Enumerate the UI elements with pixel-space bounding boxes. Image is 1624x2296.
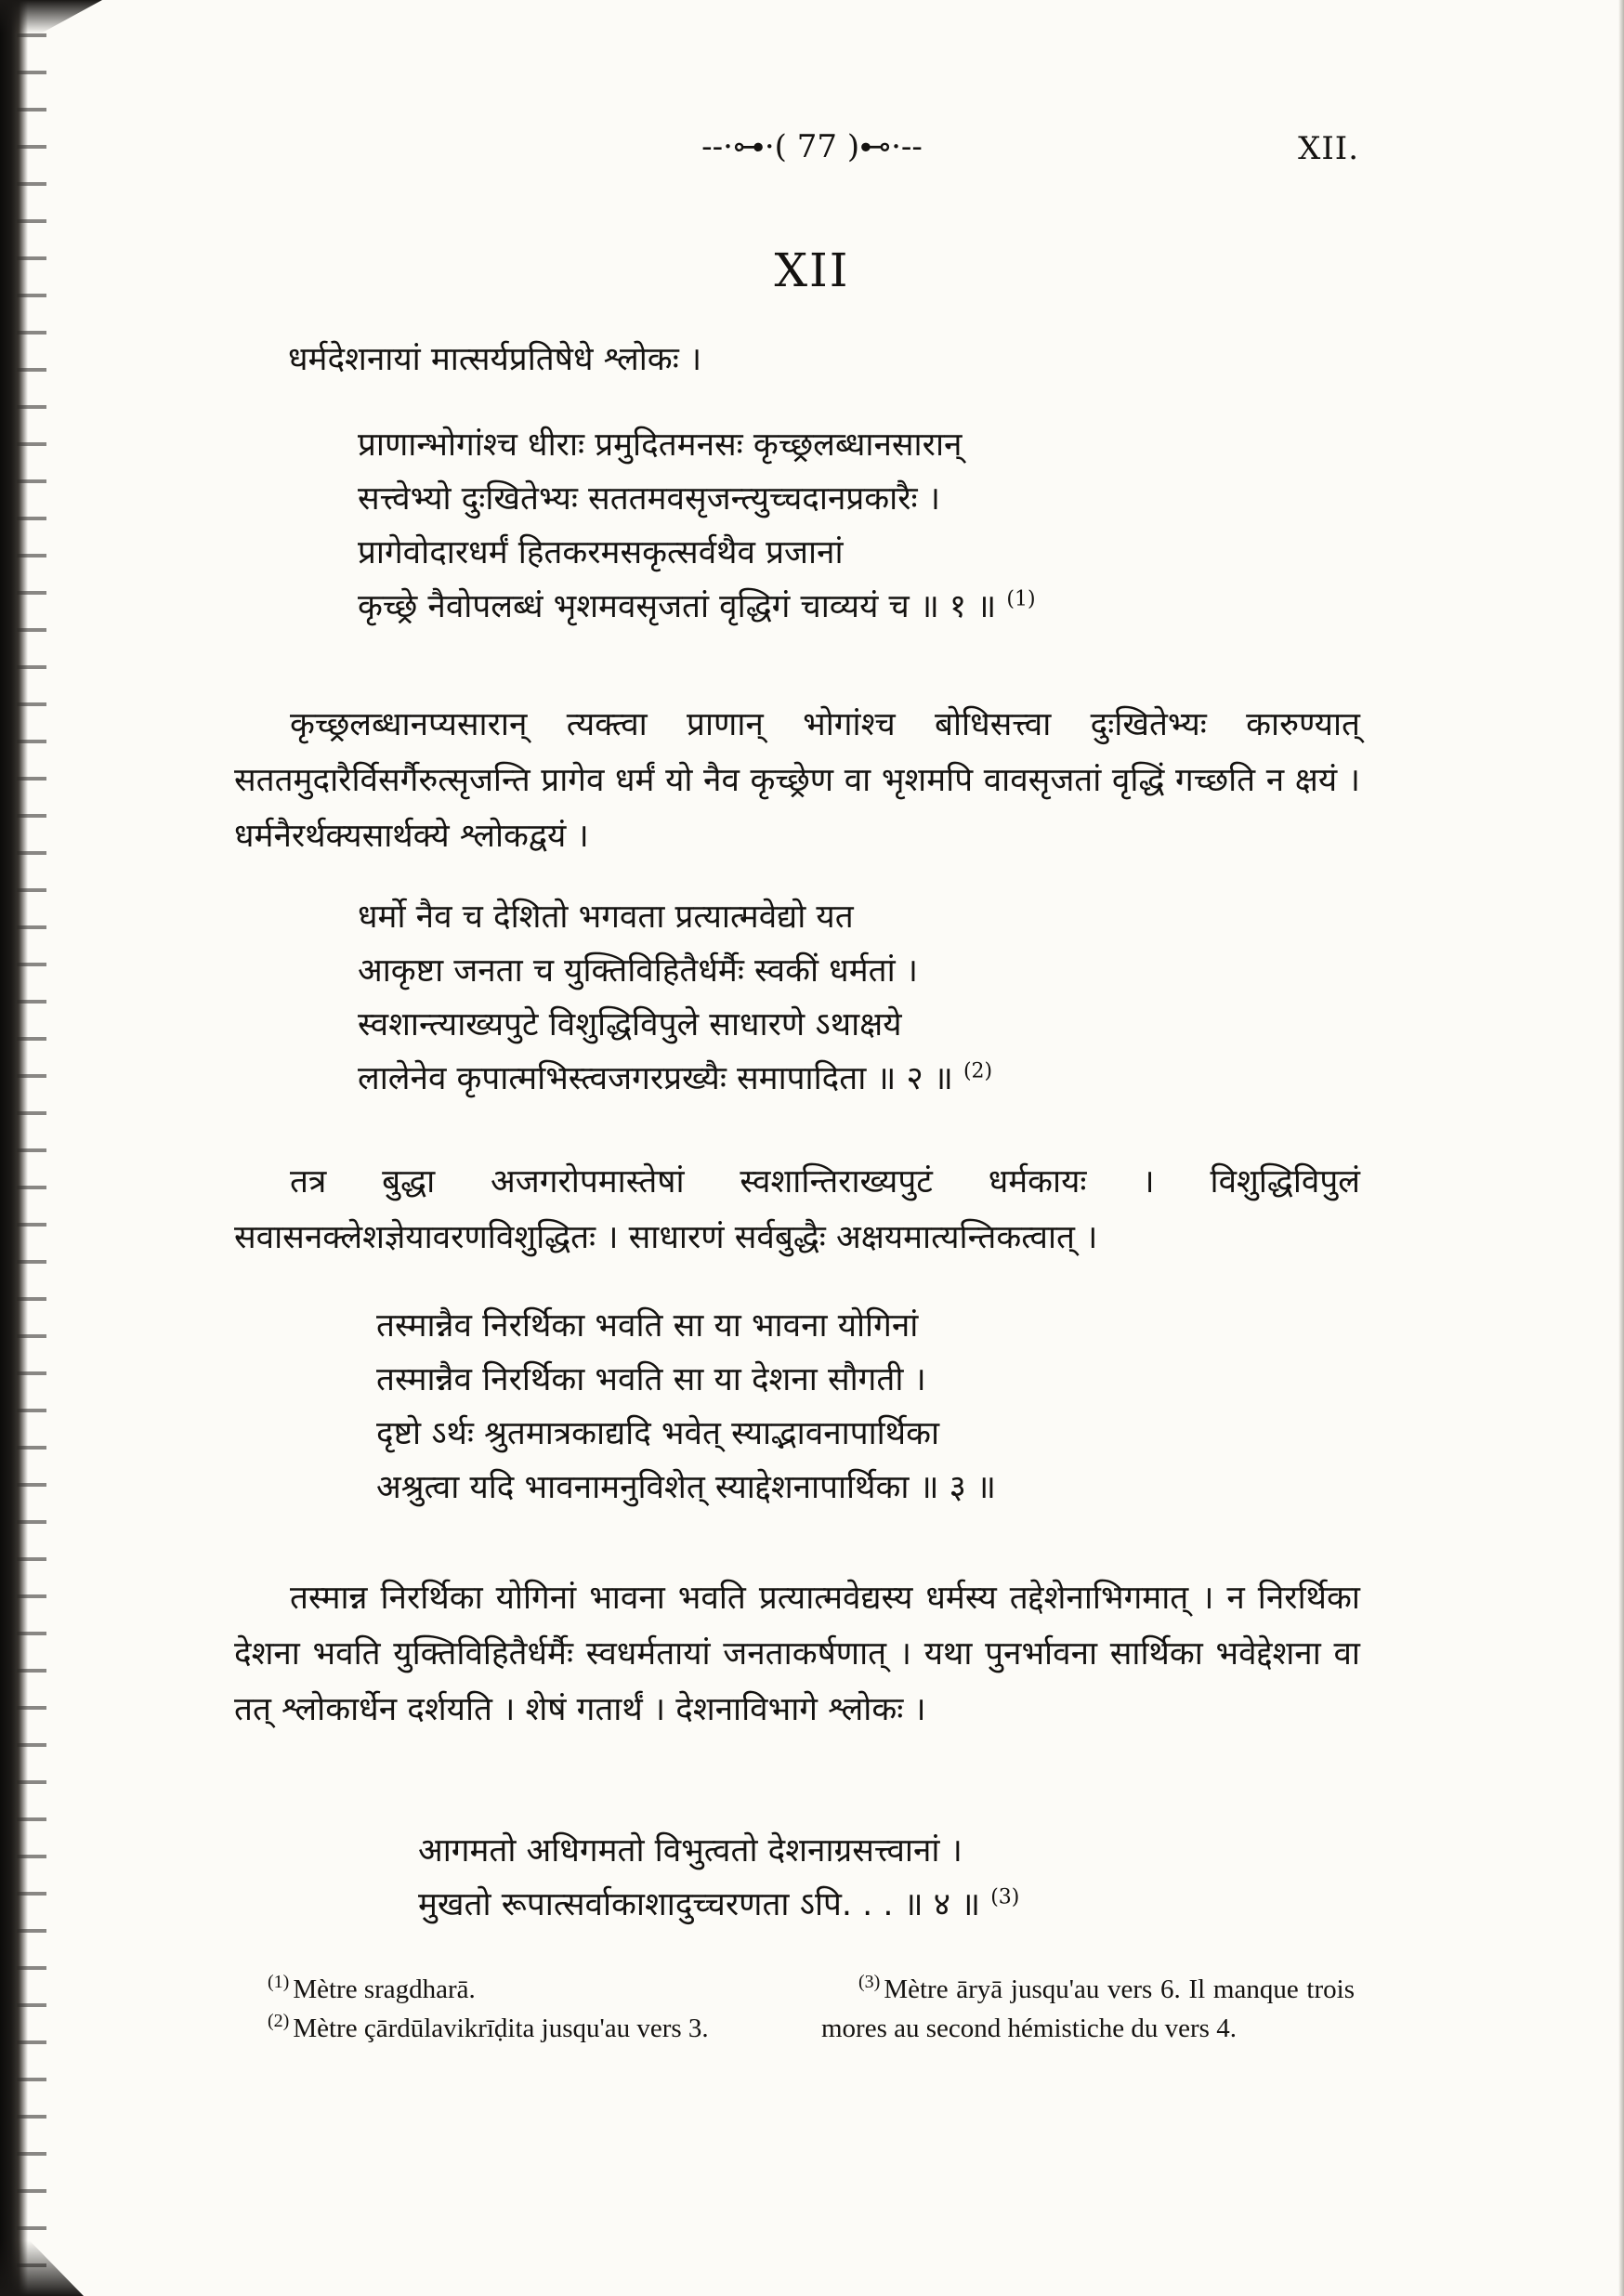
- footnote-mark: (3): [858, 1972, 881, 1993]
- footnote-text: Mètre āryā jusqu'au vers 6. Il manque trois mores au second hémistiche du vers 4.: [821, 1975, 1355, 2043]
- binding-stitching: [17, 0, 46, 2296]
- verse-line-text: लालेनेव कृपात्मभिस्त्वजगरप्रख्यैः समापादिता ॥ २ ॥: [358, 1060, 953, 1097]
- footnote-text: Mètre sragdharā.: [293, 1975, 476, 2004]
- binding-shadow-top: [0, 0, 102, 33]
- verse-line: [418, 1878, 1589, 1932]
- footnote-ref-2: (2): [963, 1059, 993, 1083]
- commentary-paragraph-3: तस्मान्न निरर्थिका योगिनां भावना भवति प्रत्यात्मवेद्यस्य धर्मस्य तद्देशेनाभिगमात् । न निरर्थिका देशना भवति युक्तिविहितैर्धर्मैः स्वधर्मतायां जनताकर्षणात् । यथा पुनर्भावना सार्थिका भवेद्देशना वा तत् श्लोकार्धेन दर्शयति । शेषं गतार्थं । देशनाविभागे श्लोकः ।: [234, 1580, 1360, 1728]
- chapter-title: XII: [774, 243, 850, 297]
- verse-line-text: मुखतो रूपात्सर्वाकाशादुच्चरणता ऽपि. . . ॥ ४ ॥: [418, 1886, 981, 1923]
- verse-line: आगमतो अधिगमतो विभुत्वतो देशनाग्रसत्त्वानां ।: [418, 1832, 963, 1870]
- footnote-ref-1: (1): [1006, 587, 1036, 611]
- verse-line: प्राणान्भोगांश्च धीराः प्रमुदितमनसः कृच्छ्रलब्धानसारान्: [358, 426, 963, 464]
- commentary-paragraph-2: तत्र बुद्धा अजगरोपमास्तेषां स्वशान्तिराख्यपुटं धर्मकायः । विशुद्धिविपुलं सवासनक्लेशज्ञेयावरणविशुद्धितः । साधारणं सर्वबुद्धैः अक्षयमात्यन्तिकत्वात् ।: [234, 1163, 1360, 1256]
- footnote-3: [821, 1970, 1355, 2048]
- intro-line: धर्मदेशनायां मात्सर्यप्रतिषेधे श्लोकः ।: [288, 341, 702, 378]
- footnote-2: [230, 2009, 769, 2048]
- verse-line: अश्रुत्वा यदि भावनामनुविशेत् स्याद्देशनापार्थिका ॥ ३ ॥: [376, 1469, 996, 1506]
- verse-line: [358, 580, 1528, 634]
- footnote-text: Mètre çārdūlavikrīḍita jusqu'au vers 3.: [293, 2014, 709, 2043]
- verse-2: [358, 890, 1528, 1106]
- footnote-ref-3: (3): [990, 1885, 1020, 1909]
- verse-line: तस्मान्नैव निरर्थिका भवति सा या देशना सौगती ।: [376, 1361, 926, 1398]
- verse-line: स्वशान्त्याख्यपुटे विशुद्धिविपुले साधारणे ऽथाक्षये: [358, 1006, 902, 1043]
- footnote-1: [230, 1970, 769, 2009]
- verse-4: [418, 1824, 1589, 1932]
- verse-line: दृष्टो ऽर्थः श्रुतमात्रकाद्यदि भवेत् स्याद्भावनापार्थिका: [376, 1415, 940, 1452]
- footnotes-left-column: [230, 1970, 769, 2048]
- verse-3: [376, 1299, 1547, 1515]
- verse-1: [358, 418, 1528, 634]
- verse-line: धर्मो नैव च देशितो भगवता प्रत्यात्मवेद्यो यत: [358, 899, 854, 936]
- running-head: [0, 128, 1624, 175]
- verse-line: तस्मान्नैव निरर्थिका भवति सा या भावना योगिनां: [376, 1307, 919, 1345]
- verse-line: सत्त्वेभ्यो दुःखितेभ्यः सततमवसृजन्त्युच्चदानप्रकारैः ।: [358, 480, 941, 518]
- page-right-edge: [1618, 0, 1624, 2296]
- page-number: --·⊶·( 77 )⊷·--: [701, 128, 923, 165]
- commentary-paragraph-1: कृच्छ्रलब्धानप्यसारान् त्यक्त्वा प्राणान् भोगांश्च बोधिसत्त्वा दुःखितेभ्यः कारुण्यात् सततमुदारैर्विसर्गैरुत्सृजन्ति प्रागेव धर्मं यो नैव कृच्छ्रेण वा भृशमपि वावसृजतां वृद्धिं गच्छति न क्षयं । धर्मनैरर्थक्यसार्थक्ये श्लोकद्वयं ।: [234, 706, 1360, 855]
- verse-line: प्रागेवोदारधर्मं हितकरमसकृत्सर्वथैव प्रजानां: [358, 534, 844, 571]
- verse-line: आकृष्टा जनता च युक्तिविहितैर्धर्मैः स्वकीं धर्मतां ।: [358, 952, 919, 990]
- verse-line-text: कृच्छ्रे नैवोपलब्धं भृशमवसृजतां वृद्धिगं चाव्ययं च ॥ १ ॥: [358, 588, 997, 625]
- footnote-mark: (1): [268, 1972, 290, 1993]
- verse-line: [358, 1052, 1528, 1106]
- footnote-mark: (2): [268, 2011, 290, 2032]
- running-head-chapter: XII.: [1298, 130, 1359, 167]
- footnotes-right-column: [821, 1970, 1355, 2048]
